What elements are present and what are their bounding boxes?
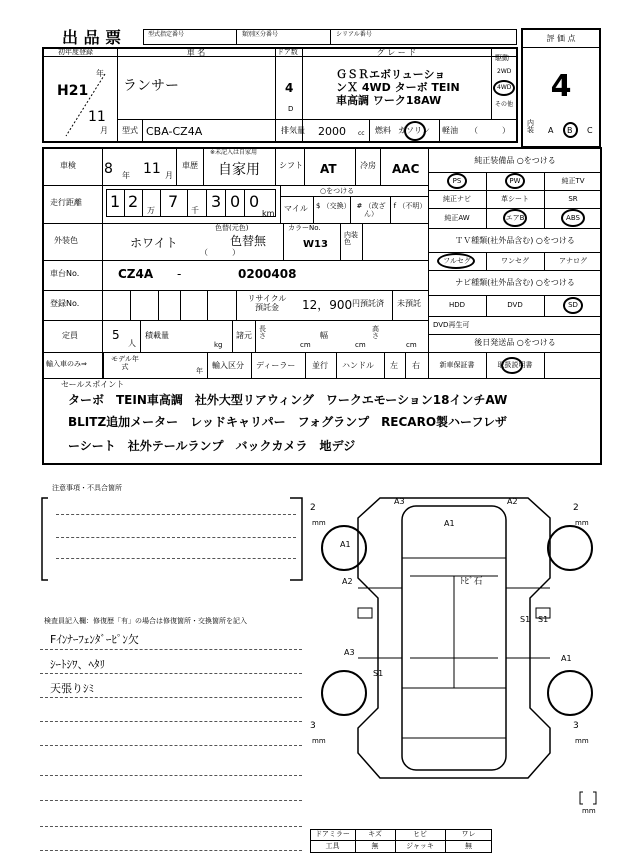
chassis-number: 0200408: [238, 267, 297, 281]
load-label: 積載量: [145, 331, 169, 340]
selling-point-line-1: ターボ TEIN車高調 社外大型リアウィング ワークエモーション18インチAW: [68, 393, 508, 407]
parallel-opt: 並行: [312, 361, 328, 370]
equip-sr: SR: [568, 195, 578, 203]
reg-no-label: 登録No.: [50, 299, 80, 308]
capacity-label: 定員: [62, 331, 78, 340]
grade-label: グ レ ー ド: [376, 48, 417, 57]
dealer-opt: ディーラー: [256, 361, 296, 370]
car-name: ランサー: [123, 78, 179, 94]
notes-bracket: [40, 492, 310, 587]
equip-airbag: エアB: [505, 214, 525, 222]
color-no-label: カラーNo.: [288, 224, 321, 232]
history-value: 自家用: [218, 162, 260, 178]
length-cm: cm: [300, 341, 311, 349]
legend-h1: ドアミラー: [315, 830, 350, 838]
type-designation-label: 型式指定番号: [148, 31, 185, 38]
mile-opt: マイル: [284, 204, 308, 213]
width-cm: cm: [355, 341, 366, 349]
interior-grade-a: A: [548, 126, 554, 135]
selling-points-label: セールスポイント: [61, 380, 125, 389]
recycle-label: リサイクル預託金: [247, 294, 287, 312]
year-unit: 年: [96, 69, 104, 78]
mileage-digit-3: 7: [168, 192, 179, 211]
equip-pw-circle: [505, 173, 525, 189]
navi-dvd: DVD: [507, 301, 523, 309]
equip-ps: PS: [452, 177, 462, 185]
height-cm: cm: [406, 341, 417, 349]
import-label: 輸入車のみ⇒: [46, 360, 87, 368]
car-name-label: 車 名: [186, 48, 206, 57]
mark-s1-rear: S1: [373, 669, 384, 678]
inspection-year: 8: [104, 161, 113, 177]
recycle-not: 未預託: [397, 299, 421, 308]
color-orig-label: 色替(元色): [215, 224, 249, 232]
displacement-value: 2000: [318, 125, 346, 138]
tv-fullseg-circle: [437, 253, 475, 269]
ac-value: AAC: [392, 162, 420, 176]
interior-label: 内装: [527, 119, 534, 134]
recycle-unit: 円預託済: [352, 299, 384, 308]
fuel-circle: [404, 121, 426, 141]
mileage-circle-note: ○をつける: [320, 187, 355, 195]
legend-v2: 無: [371, 842, 379, 850]
color-orig-value: 色替無: [230, 234, 267, 248]
legend-h4: ワレ: [461, 830, 476, 838]
chassis-label: 車台No.: [50, 269, 80, 278]
tire-fl-mm: mm: [312, 519, 326, 527]
selling-point-line-3: ーシート 社外テールランプ バックカメラ 地デジ: [68, 439, 356, 453]
legend-h2: キズ: [368, 830, 382, 838]
equip-pw: PW: [509, 177, 521, 185]
drive-4wd: 4WD: [497, 84, 512, 91]
recycle-amount: 12，900: [302, 298, 353, 312]
model-code: CBA-CZ4A: [146, 125, 203, 138]
later-manual: 取扱説明書: [497, 361, 533, 369]
light-oil-label: 軽油: [442, 126, 458, 135]
width-label: 幅: [320, 331, 328, 340]
mark-a3-front: A3: [394, 497, 405, 506]
first-reg-month: 11: [88, 109, 106, 125]
tv-title: ＴＶ種類(社外品含む) ○をつける: [455, 236, 575, 245]
tv-analog: アナログ: [559, 257, 587, 265]
mileage-label: 走行距離: [50, 198, 82, 207]
interior-color-label: 内装色: [344, 231, 358, 246]
serial-number-label: シリアル番号: [336, 31, 372, 38]
mark-s1-right-1: S1: [520, 615, 531, 624]
navi-sd-circle: [563, 297, 583, 314]
model-year-unit: 年: [196, 367, 203, 375]
mileage-km: km: [262, 209, 275, 218]
mark-a2-fender: A2: [342, 577, 353, 586]
history-label: 車歴: [182, 161, 198, 170]
spare-mm: mm: [582, 807, 596, 815]
navi-sd: SD: [568, 301, 578, 309]
legend-v3: ジャッキ: [406, 842, 434, 850]
equip-tv: 純正TV: [561, 177, 585, 185]
equip-airbag-circle: [503, 209, 527, 227]
ac-label: 冷房: [360, 161, 376, 170]
first-reg-era-year: H21: [57, 83, 89, 99]
legend-v1: 工具: [325, 842, 340, 850]
mark-a2-front: A2: [507, 497, 518, 506]
cc-unit: cc: [358, 130, 365, 137]
category-number-label: 類別区分番号: [242, 31, 279, 38]
mark-a1-left: A1: [340, 540, 351, 549]
first-reg-label: 初年度登録: [58, 48, 93, 56]
score-value: 4: [550, 69, 572, 104]
interior-grade-c: C: [587, 126, 593, 135]
tire-rr-label: 3: [573, 721, 579, 731]
equip-abs: ABS: [566, 214, 580, 222]
mark-a3-rear: A3: [344, 648, 355, 657]
tv-fullseg: フルセグ: [443, 257, 471, 265]
note-line-1: Fｲﾝﾅｰﾌｪﾝﾀﾞｰﾋﾟﾝ欠: [50, 633, 139, 646]
later-manual-circle: [501, 357, 523, 374]
inspection-month: 11: [143, 161, 161, 177]
inspection-label: 車検: [60, 161, 76, 170]
drive-other: その他: [495, 101, 514, 108]
mileage-man: 万: [147, 206, 155, 215]
later-warranty: 新車保証書: [439, 361, 475, 369]
chassis-prefix: CZ4A: [118, 267, 154, 281]
left-opt: 左: [390, 361, 398, 370]
note-line-3: 天張りｼﾐ: [50, 682, 94, 695]
navi-title: ナビ種類(社外品含む) ○をつける: [455, 278, 575, 287]
mark-a1-hood: A1: [444, 519, 455, 528]
grade-line-3: 車高調 ワーク18AW: [336, 94, 442, 107]
displacement-label: 排気量: [281, 126, 305, 135]
form-title: 出 品 票: [62, 28, 122, 47]
fuel-label: 燃料: [375, 126, 391, 135]
equip-abs-circle: [561, 209, 585, 227]
right-opt: 右: [412, 361, 420, 370]
color-no-value: W13: [303, 239, 328, 250]
selling-point-line-2: BLITZ追加メーター レッドキャリパー フォグランプ RECARO製ハーフレザ: [68, 415, 507, 429]
light-oil-paren: （ ）: [470, 126, 510, 135]
mark-s1-right-2: S1: [538, 615, 549, 624]
score-label: 評 価 点: [546, 34, 576, 43]
legend-h3: ヒビ: [413, 830, 427, 838]
fuel-gasoline: ガソリン: [398, 126, 430, 135]
mileage-digit-4: 3: [211, 192, 222, 211]
mileage-digit-1: 1: [110, 192, 121, 211]
length-label: 長さ: [259, 325, 266, 340]
shift-label: シフト: [279, 161, 303, 170]
drive-2wd: 2WD: [497, 68, 512, 75]
doors-label: ドア数: [277, 48, 298, 56]
model-label: 型式: [122, 126, 138, 135]
mark-chip: ﾄﾋﾞ石: [460, 577, 483, 587]
car-diagram: [318, 488, 608, 788]
color-paren: （ ）: [200, 248, 240, 257]
later-title: 後日発送品 ○をつける: [474, 338, 556, 347]
equip-aw: 純正AW: [444, 214, 470, 222]
inspection-month-unit: 月: [165, 171, 173, 180]
color-value: ホワイト: [130, 236, 178, 250]
history-note: ※未記入は自家用: [210, 149, 258, 156]
tire-rl-label: 3: [310, 721, 316, 731]
dvd-playable: DVD再生可: [433, 321, 470, 329]
mark-a1-right: A1: [561, 654, 572, 663]
equip-ps-circle: [447, 173, 467, 189]
doors-value: 4: [285, 81, 294, 95]
tampered-opt: # （改ざん）: [356, 202, 386, 218]
tire-fr-mm: mm: [575, 519, 589, 527]
tire-fl-label: 2: [310, 503, 316, 513]
interior-b-circle: [563, 122, 578, 138]
tire-fr-label: 2: [573, 503, 579, 513]
color-label: 外装色: [54, 236, 78, 245]
exchanged-opt: $ （交換）: [316, 202, 351, 210]
load-unit: kg: [214, 341, 223, 349]
mileage-digit-2: 2: [128, 192, 139, 211]
drive-label: 駆動: [495, 54, 509, 62]
model-year-label: モデル年式: [111, 355, 139, 371]
inspection-year-unit: 年: [122, 171, 130, 180]
month-unit: 月: [100, 126, 108, 135]
tire-rr-mm: mm: [575, 737, 589, 745]
size-label: 諸元: [236, 331, 252, 340]
shift-value: AT: [320, 162, 337, 176]
tire-rl-mm: mm: [312, 737, 326, 745]
mileage-digit-5: 0: [230, 192, 241, 211]
note-line-2: ｼｰﾄｼﾜ、ﾍﾀﾘ: [50, 658, 105, 671]
legend-v4: 無: [465, 842, 472, 850]
capacity-value: 5: [112, 328, 120, 342]
inspector-label: 検査員記入欄：修復歴「有」の場合は修復箇所・交換箇所を記入: [44, 617, 247, 625]
mileage-digit-6: 0: [249, 192, 260, 211]
height-label: 高さ: [372, 325, 379, 340]
drive-4wd-circle: [493, 80, 515, 96]
tv-oneseg: ワンセグ: [501, 257, 529, 265]
handle-label: ハンドル: [342, 361, 374, 370]
mileage-sen: 千: [191, 206, 199, 215]
notes-label: 注意事項・不具合箇所: [52, 484, 122, 492]
capacity-unit: 人: [128, 339, 136, 348]
chassis-dash: -: [177, 267, 182, 281]
grade-line-1: ＧＳＲエボリューショ: [336, 68, 446, 81]
equip-navi: 純正ナビ: [443, 195, 471, 203]
unknown-opt: f （不明）: [393, 202, 427, 210]
doors-sub: D: [288, 105, 294, 113]
grade-line-2: ンＸ 4WD ターボ TEIN: [336, 81, 460, 94]
navi-hdd: HDD: [448, 301, 466, 309]
interior-grade-b: B: [567, 126, 573, 135]
spare-bracket: [578, 790, 598, 820]
equipment-title: 純正装備品 ○をつける: [474, 156, 556, 165]
equip-leather: 革シート: [501, 195, 529, 203]
import-class-label: 輸入区分: [212, 361, 244, 370]
